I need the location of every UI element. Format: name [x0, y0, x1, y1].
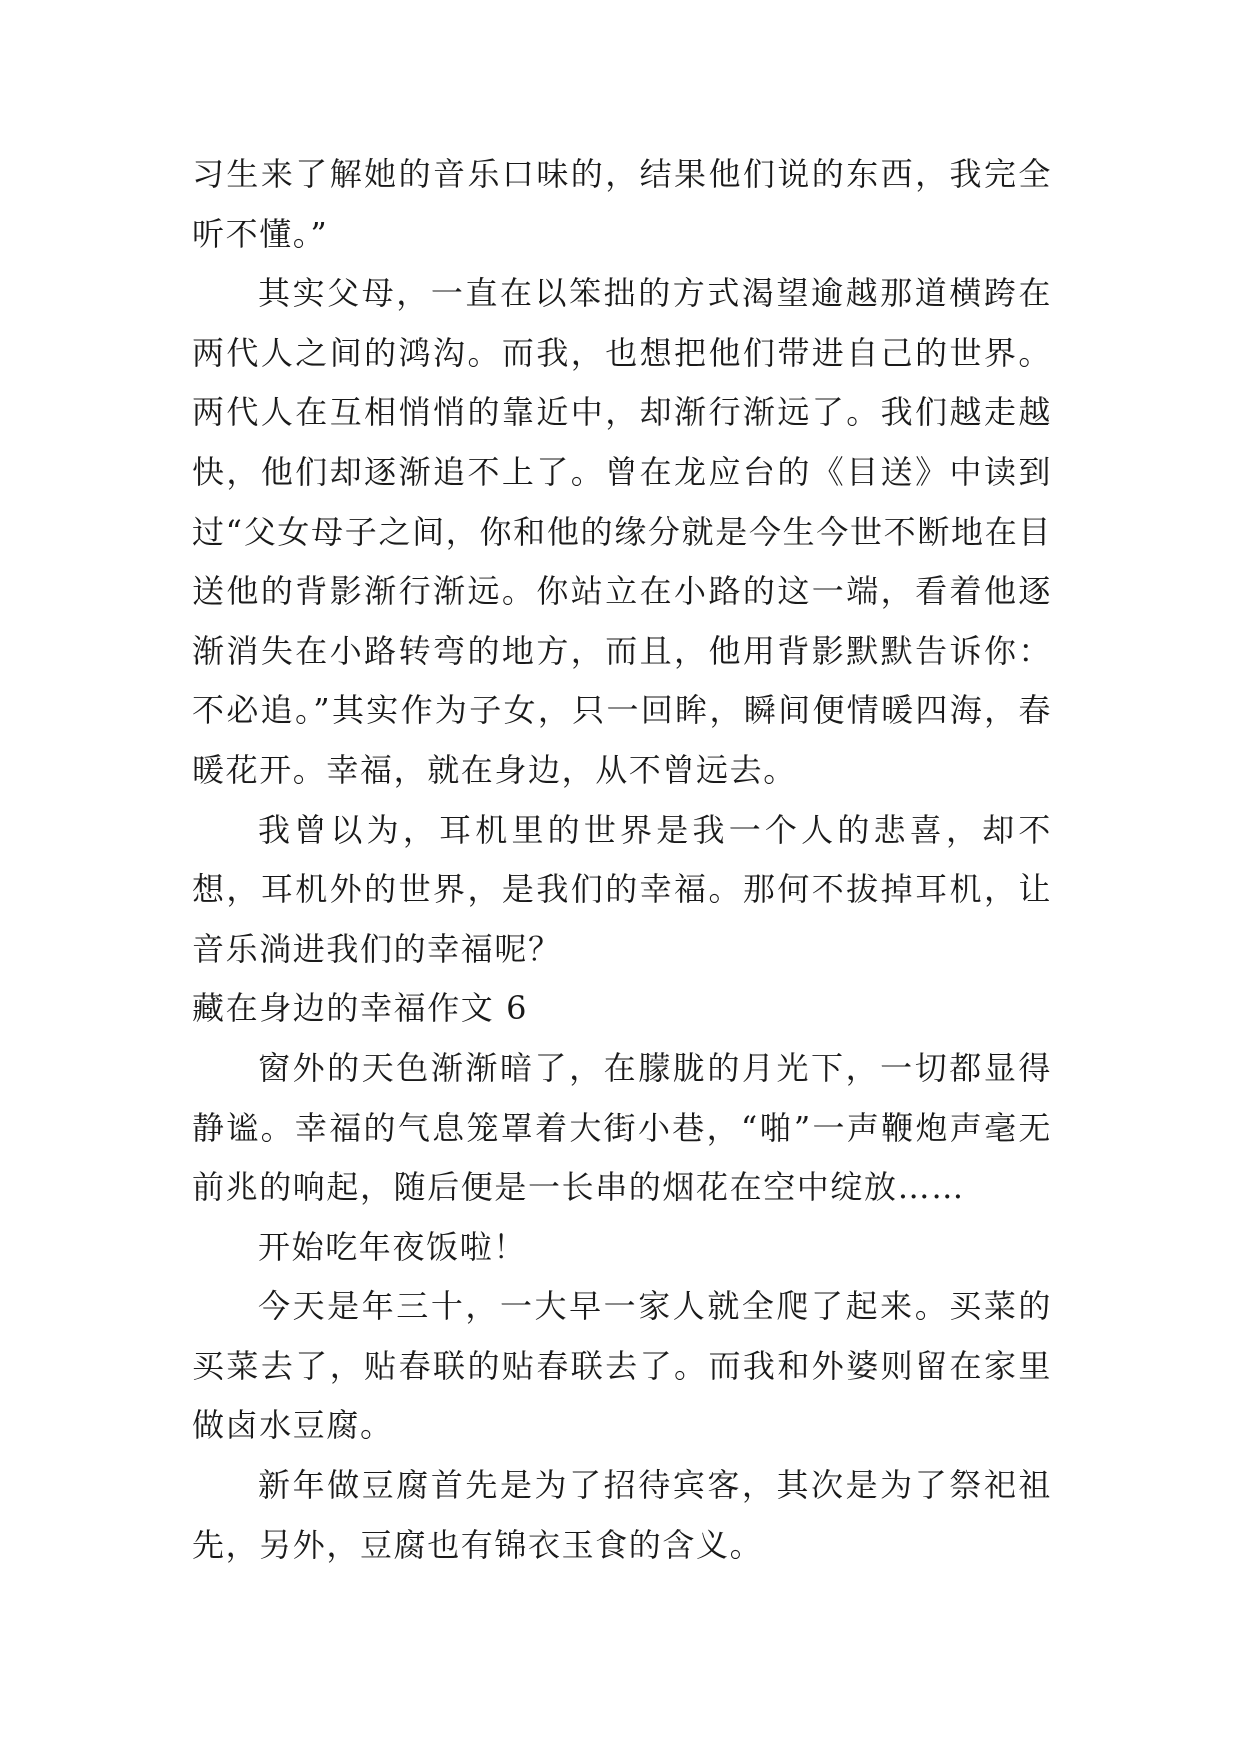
paragraph-new-year-eve: 今天是年三十，一大早一家人就全爬了起来。买菜的买菜去了，贴春联的贴春联去了。而我和外婆则留在家里做卤水豆腐。 [192, 1287, 1052, 1445]
document-page [192, 145, 1052, 1575]
paragraph-parents: 其实父母，一直在以笨拙的方式渴望逾越那道横跨在两代人之间的鸿沟。而我，也想把他们带进自己的世界。两代人在互相悄悄的靠近中，却渐行渐远了。我们越走越快，他们却逐渐追不上了。曾在龙应台的《目送》中读到过“父女母子之间，你和他的缘分就是今生今世不断地在目送他的背影渐行渐远。你站立在小路的这一端，看着他逐渐消失在小路转弯的地方，而且，他用背影默默告诉你：不必追。”其实作为子女，只一回眸，瞬间便情暖四海，春暖花开。幸福，就在身边，从不曾远去。 [192, 274, 1052, 789]
paragraph-night-sky: 窗外的天色渐渐暗了，在朦胧的月光下，一切都显得静谧。幸福的气息笼罩着大街小巷，“啪”一声鞭炮声毫无前兆的响起，随后便是一长串的烟花在空中绽放…… [192, 1048, 1052, 1207]
paragraph-continued: 习生来了解她的音乐口味的，结果他们说的东西，我完全听不懂。” [192, 155, 1052, 253]
paragraph-headphones: 我曾以为，耳机里的世界是我一个人的悲喜，却不想，耳机外的世界，是我们的幸福。那何不拔掉耳机，让音乐淌进我们的幸福呢？ [192, 810, 1052, 968]
section-heading: 藏在身边的幸福作文 6 [192, 989, 529, 1028]
paragraph-tofu: 新年做豆腐首先是为了招待宾客，其次是为了祭祀祖先，另外，豆腐也有锦衣玉食的含义。 [192, 1466, 1052, 1564]
paragraph-dinner: 开始吃年夜饭啦！ [258, 1227, 527, 1266]
